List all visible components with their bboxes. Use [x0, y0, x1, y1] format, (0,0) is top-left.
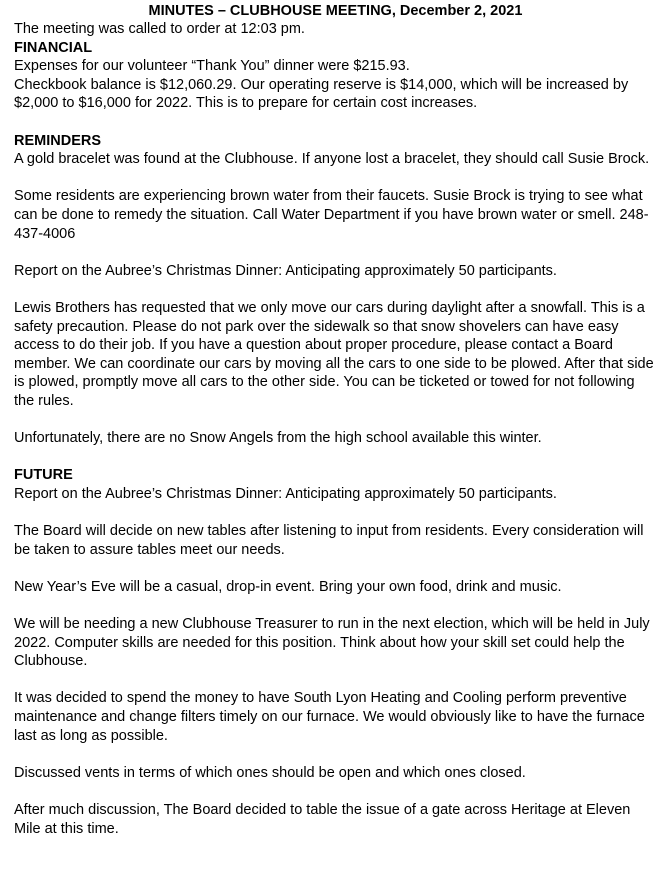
reminder-item: Lewis Brothers has requested that we only move our cars during daylight after a snowfall. This is a safety precaution. Please do not park over the sidewalk so that snow shovelers can have easy access to do their job. If you have a question about proper procedure, please contact a Board member. We can coordinate our cars by moving all the cars to one side to be plowed. After that side is plowed, promptly move all cars to the other side. You can be ticketed or towed for not following the rules.: [14, 299, 654, 409]
reminder-item: Unfortunately, there are no Snow Angels from the high school available this winter.: [14, 430, 542, 447]
reminder-item: A gold bracelet was found at the Clubhouse. If anyone lost a bracelet, they should call Susie Brock.: [14, 151, 650, 168]
spacer: [14, 113, 657, 132]
future-item: After much discussion, The Board decided to table the issue of a gate across Heritage at Eleven Mile at this time.: [14, 801, 631, 837]
spacer: [14, 671, 657, 690]
future-item: It was decided to spend the money to have South Lyon Heating and Cooling perform preventive maintenance and change filters timely on our furnace. We would obviously like to have the furnace last as long as possible.: [14, 690, 645, 744]
document-title: MINUTES – CLUBHOUSE MEETING, December 2, 2021: [148, 3, 523, 19]
spacer: [14, 596, 657, 615]
future-heading: FUTURE: [14, 467, 73, 484]
spacer: [14, 559, 657, 578]
spacer: [14, 745, 657, 764]
financial-expenses: Expenses for our volunteer “Thank You” dinner were $215.93.: [14, 58, 410, 75]
reminders-heading: REMINDERS: [14, 132, 102, 149]
future-item: New Year’s Eve will be a casual, drop-in event. Bring your own food, drink and music.: [14, 578, 562, 595]
spacer: [14, 782, 657, 801]
opening-line: The meeting was called to order at 12:03 pm.: [14, 21, 305, 37]
spacer: [14, 280, 657, 299]
future-item: Discussed vents in terms of which ones should be open and which ones closed.: [14, 764, 526, 781]
spacer: [14, 410, 657, 429]
spacer: [14, 448, 657, 467]
future-item: Report on the Aubree’s Christmas Dinner: Anticipating approximately 50 participants.: [14, 485, 557, 502]
reminder-item: Report on the Aubree’s Christmas Dinner: Anticipating approximately 50 participants.: [14, 262, 557, 279]
spacer: [14, 503, 657, 522]
spacer: [14, 243, 657, 262]
future-item: The Board will decide on new tables after listening to input from residents. Every consideration will be taken to assure tables meet our needs.: [14, 523, 644, 558]
spacer: [14, 169, 657, 188]
financial-heading: FINANCIAL: [14, 39, 93, 56]
future-item: We will be needing a new Clubhouse Treasurer to run in the next election, which will be held in July 2022. Computer skills are needed for this position. Think about how your skill set could help the Clubhouse.: [14, 616, 650, 670]
reminder-item: Some residents are experiencing brown water from their faucets. Susie Brock is trying to see what can be done to remedy the situation. Call Water Department if you have brown water or smell. 248-437-4006: [14, 188, 649, 242]
financial-balance: Checkbook balance is $12,060.29. Our operating reserve is $14,000, which will be increased by $2,000 to $16,000 for 2022. This is to prepare for certain cost increases.: [14, 76, 629, 112]
